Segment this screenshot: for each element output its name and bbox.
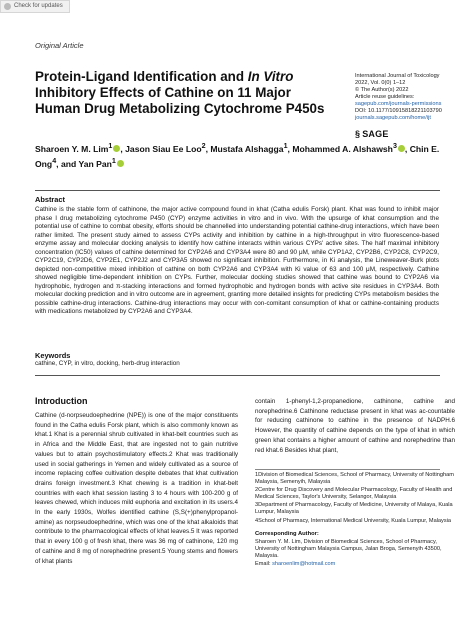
corresponding-text: Sharoen Y. M. Lim, Division of Biomedical Sciences, School of Pharmacy, University of Nottingham Malaysia Campus, Jalan Broga, Semenyih 43500, Malaysia. bbox=[255, 538, 442, 559]
abstract-heading: Abstract bbox=[35, 195, 65, 204]
keywords-text: cathine, CYP, in vitro, docking, herb-drug interaction bbox=[35, 360, 180, 367]
journal-volume: 2022, Vol. 0(0) 1–12 bbox=[355, 80, 406, 86]
publisher-name: SAGE bbox=[362, 129, 389, 139]
permissions-link[interactable]: sagepub.com/journals-permissions bbox=[355, 101, 442, 107]
title-part1: Protein-Ligand Identification and bbox=[35, 69, 248, 84]
author: Yan Pan$^1$ bbox=[78, 159, 123, 169]
author: Mohammed A. Alshawsh$^3$ , bbox=[292, 142, 410, 154]
introduction-heading: Introduction bbox=[35, 396, 88, 406]
affiliations bbox=[255, 472, 455, 569]
journal-home-link[interactable]: journals.sagepub.com/home/ijt bbox=[355, 115, 431, 121]
introduction-left-column: Cathine (d-norpseudoephedrine (NPE)) is one of the major constituents found in the Catha edulis Forsk plant, which is also commonly known as khat.1 Khat is a perennial shrub cultivated in khat-belt countries such as in Africa and the Middle East, that are ingested not to gain nutritive values but to attain psychostimulatory effects.2 Khat was traditionally used in social gatherings in Yemen and widely cultivated as a source of income replacing coffee cultivation despite debates that khat cultivation drains foreign investment.3 Khat chewing is a tradition in khat-belt countries with each khat session lasting 3 to 4 hours with 100-200 g of leaves chewed, which induces mild euphoria and excitation in its users.4 In the early 1930s, Wolfes identified cathine (S,S(+)phenylpropanol-amine) as norpseudoephedrine, which was one of the khat alkaloids that contribute to the pharmacological effects of khat leaves.5 It was reported that in every 100 g of fresh khat, there was 36 mg of cathinone, 120 mg of cathine and 8 mg of norephedrine present.5 Young stems and flowers of khat plants bbox=[35, 412, 238, 565]
sage-logo-icon: § bbox=[355, 129, 361, 139]
abstract-text: Cathine is the stable form of cathinone, the major active compound found in khat (Catha edulis Forsk) plant. Khat was found to inhibit major phase I drug metabolizing cytochrome P450 (CYP) enzyme activities in vitro and in vivo. With the upsurge of khat consumption and the potential use of cathine to combat obesity, efforts should be channelled into understanding potential cathine-drug interactions, which have been rather limited. The present study aimed to assess CYPs activity and inhibition by cathine in a high-throughput in vitro fluorescence-based enzyme assay and molecular docking analysis to identify how cathine interacts within various CYPs' active sites. The half maximal inhibitory concentration (IC50) values of cathine determined for CYP2A6 and CYP3A4 were 80 and 90 μM, while CYP1A2, CYP2B6, CYP2C8, CYP2C9, CYP2C19, CYP2D6, CYP2E1, CYP2J2 and CYP3A5 showed no significant inhibition. Furthermore, in Ki analysis, the Lineweaver-Burk plots depicted non-competitive mixed inhibition of cathine on both CYP2A6 and CYP3A4 with Ki value of 63 and 100 μM, respectively. Cathine showed negligible time-dependent inhibition on CYPs. Further, molecular docking studies showed that cathine was bound to CYP2A6 via hydrophobic, hydrogen and π-stacking interactions and formed hydrophobic and hydrogen bonds with active site residues in CYP3A4. Both molecular docking prediction and in vitro outcome are in agreement, granting more detailed insights for predicting CYPs metabolism besides the possible cathine-drug interactions. Cathine-drug interactions may occur with con-comitant consumption of khat or cathine-containing products with medications metabolized by CYP2A6 and CYP3A4. bbox=[35, 206, 439, 315]
author: Chin E. Ong$^4$, and bbox=[35, 143, 440, 170]
title-part2: Inhibitory Effects of Cathine on 11 Major Human Drug Metabolizing Cytochrome P450s bbox=[35, 85, 325, 116]
copyright: © The Author(s) 2022 bbox=[355, 87, 409, 93]
corresponding-email: Email: sharoenlim@hotmail.com bbox=[255, 561, 336, 568]
check-for-updates-badge[interactable] bbox=[0, 0, 70, 13]
title-italic: In Vitro bbox=[247, 69, 294, 84]
corresponding-heading: Corresponding Author: bbox=[255, 530, 319, 537]
affiliation: 1Division of Biomedical Sciences, School of Pharmacy, University of Nottingham Malaysia, Semenyih, Malaysia bbox=[255, 472, 454, 486]
author-list bbox=[35, 140, 455, 171]
journal-name: International Journal of Toxicology bbox=[355, 73, 440, 79]
orcid-icon[interactable] bbox=[113, 145, 120, 152]
article-type: Original Article bbox=[35, 41, 84, 50]
introduction-right-column: contain 1-phenyl-1,2-propanedione, cathinone, cathine and norephedrine.6 Cathinone reductase present in khat was ac-countable for reducing cathinone to cathine in the presence of NADPH.6 However, the quantity of cathine depends on the type of khat in which green khat contains a higher amount of cathine and norephedrine than red khat.6 Besides khat plant, bbox=[255, 398, 455, 454]
keywords-heading: Keywords bbox=[35, 351, 71, 360]
affiliation: 4School of Pharmacy, International Medical University, Kuala Lumpur, Malaysia bbox=[255, 517, 451, 524]
affiliation-rule bbox=[255, 469, 440, 470]
journal-info bbox=[355, 73, 467, 122]
author: Sharoen Y. M. Lim$^1$ , bbox=[35, 142, 126, 154]
paper-title bbox=[35, 69, 335, 117]
publisher-logo bbox=[355, 129, 389, 139]
update-icon bbox=[4, 3, 11, 10]
affiliation: 2Centre for Drug Discovery and Molecular Pharmacology, Faculty of Health and Medical Sciences, Taylor's University, Selangor, Malaysia bbox=[255, 487, 453, 501]
orcid-icon[interactable] bbox=[117, 160, 124, 167]
affiliation: 3Department of Pharmacology, Faculty of Medicine, University of Malaya, Kuala Lumpur, Malaysia bbox=[255, 502, 453, 516]
author: Jason Siau Ee Loo$^2$, bbox=[125, 142, 211, 154]
abstract-top-rule bbox=[35, 190, 440, 191]
orcid-icon[interactable] bbox=[398, 145, 405, 152]
email-link[interactable]: sharoenlim@hotmail.com bbox=[272, 561, 336, 568]
keywords-bottom-rule bbox=[35, 375, 440, 376]
badge-label: Check for updates bbox=[14, 3, 63, 9]
author: Mustafa Alshagga$^1$, bbox=[210, 142, 293, 154]
doi[interactable]: DOI: 10.1177/10915818221103790 bbox=[355, 108, 442, 114]
reuse-label: Article reuse guidelines: bbox=[355, 94, 415, 100]
